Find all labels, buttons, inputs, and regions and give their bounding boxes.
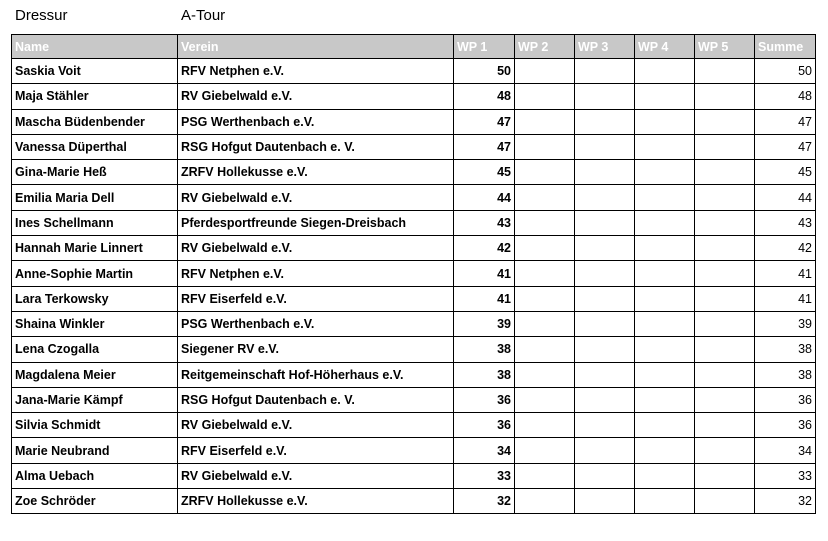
verein-cell: Reitgemeinschaft Hof-Höherhaus e.V. xyxy=(178,362,454,387)
wp2-cell xyxy=(515,210,575,235)
wp4-cell xyxy=(635,413,695,438)
wp5-cell xyxy=(695,236,755,261)
verein-cell: RV Giebelwald e.V. xyxy=(178,463,454,488)
name-cell: Lara Terkowsky xyxy=(12,286,178,311)
wp4-cell xyxy=(635,134,695,159)
wp1-cell: 50 xyxy=(454,59,515,84)
name-cell: Gina-Marie Heß xyxy=(12,160,178,185)
summe-cell: 42 xyxy=(755,236,816,261)
wp4-cell xyxy=(635,438,695,463)
table-row xyxy=(12,134,816,159)
summe-cell: 50 xyxy=(755,59,816,84)
wp5-cell xyxy=(695,84,755,109)
wp1-cell: 36 xyxy=(454,413,515,438)
name-cell: Emilia Maria Dell xyxy=(12,185,178,210)
wp5-cell xyxy=(695,311,755,336)
verein-cell: RV Giebelwald e.V. xyxy=(178,84,454,109)
table-row xyxy=(12,210,816,235)
wp3-cell xyxy=(575,463,635,488)
wp2-cell xyxy=(515,438,575,463)
wp3-cell xyxy=(575,59,635,84)
table-row xyxy=(12,337,816,362)
wp3-cell xyxy=(575,261,635,286)
wp3-cell xyxy=(575,84,635,109)
verein-cell: RV Giebelwald e.V. xyxy=(178,236,454,261)
wp3-cell xyxy=(575,286,635,311)
wp4-cell xyxy=(635,210,695,235)
wp4-cell xyxy=(635,463,695,488)
summe-cell: 32 xyxy=(755,489,816,514)
wp4-cell xyxy=(635,489,695,514)
summe-cell: 41 xyxy=(755,286,816,311)
wp2-cell xyxy=(515,236,575,261)
wp3-cell xyxy=(575,362,635,387)
column-header-wp4: WP 4 xyxy=(635,35,695,59)
wp4-cell xyxy=(635,109,695,134)
wp3-cell xyxy=(575,337,635,362)
column-header-wp3: WP 3 xyxy=(575,35,635,59)
table-row xyxy=(12,261,816,286)
wp5-cell xyxy=(695,337,755,362)
wp3-cell xyxy=(575,438,635,463)
wp5-cell xyxy=(695,286,755,311)
wp1-cell: 34 xyxy=(454,438,515,463)
wp3-cell xyxy=(575,387,635,412)
wp5-cell xyxy=(695,362,755,387)
wp2-cell xyxy=(515,134,575,159)
wp2-cell xyxy=(515,311,575,336)
wp5-cell xyxy=(695,160,755,185)
table-header-row xyxy=(12,35,816,59)
table-row xyxy=(12,185,816,210)
name-cell: Hannah Marie Linnert xyxy=(12,236,178,261)
verein-cell: RFV Netphen e.V. xyxy=(178,59,454,84)
wp4-cell xyxy=(635,286,695,311)
wp4-cell xyxy=(635,84,695,109)
table-row xyxy=(12,59,816,84)
table-row xyxy=(12,236,816,261)
summe-cell: 47 xyxy=(755,109,816,134)
verein-cell: PSG Werthenbach e.V. xyxy=(178,311,454,336)
verein-cell: ZRFV Hollekusse e.V. xyxy=(178,160,454,185)
verein-cell: RFV Eiserfeld e.V. xyxy=(178,286,454,311)
verein-cell: RSG Hofgut Dautenbach e. V. xyxy=(178,387,454,412)
table-row xyxy=(12,311,816,336)
wp5-cell xyxy=(695,489,755,514)
wp2-cell xyxy=(515,463,575,488)
name-cell: Maja Stähler xyxy=(12,84,178,109)
table-row xyxy=(12,84,816,109)
wp5-cell xyxy=(695,387,755,412)
wp3-cell xyxy=(575,413,635,438)
summe-cell: 36 xyxy=(755,413,816,438)
wp1-cell: 47 xyxy=(454,134,515,159)
wp2-cell xyxy=(515,387,575,412)
name-cell: Magdalena Meier xyxy=(12,362,178,387)
wp2-cell xyxy=(515,59,575,84)
name-cell: Zoe Schröder xyxy=(12,489,178,514)
wp4-cell xyxy=(635,387,695,412)
name-cell: Mascha Büdenbender xyxy=(12,109,178,134)
name-cell: Jana-Marie Kämpf xyxy=(12,387,178,412)
name-cell: Ines Schellmann xyxy=(12,210,178,235)
wp3-cell xyxy=(575,109,635,134)
verein-cell: RFV Netphen e.V. xyxy=(178,261,454,286)
wp4-cell xyxy=(635,185,695,210)
wp5-cell xyxy=(695,463,755,488)
summe-cell: 45 xyxy=(755,160,816,185)
name-cell: Marie Neubrand xyxy=(12,438,178,463)
column-header-name: Name xyxy=(12,35,178,59)
summe-cell: 34 xyxy=(755,438,816,463)
wp1-cell: 38 xyxy=(454,337,515,362)
table-row xyxy=(12,489,816,514)
table-body xyxy=(12,59,816,514)
table-row xyxy=(12,160,816,185)
column-header-wp1: WP 1 xyxy=(454,35,515,59)
wp4-cell xyxy=(635,236,695,261)
summe-cell: 33 xyxy=(755,463,816,488)
wp1-cell: 43 xyxy=(454,210,515,235)
wp5-cell xyxy=(695,261,755,286)
summe-cell: 48 xyxy=(755,84,816,109)
summe-cell: 47 xyxy=(755,134,816,159)
wp1-cell: 45 xyxy=(454,160,515,185)
verein-cell: Siegener RV e.V. xyxy=(178,337,454,362)
wp2-cell xyxy=(515,489,575,514)
wp3-cell xyxy=(575,160,635,185)
wp3-cell xyxy=(575,236,635,261)
wp1-cell: 42 xyxy=(454,236,515,261)
verein-cell: RSG Hofgut Dautenbach e. V. xyxy=(178,134,454,159)
table-row xyxy=(12,387,816,412)
wp1-cell: 41 xyxy=(454,261,515,286)
wp3-cell xyxy=(575,134,635,159)
wp5-cell xyxy=(695,185,755,210)
name-cell: Silvia Schmidt xyxy=(12,413,178,438)
wp5-cell xyxy=(695,59,755,84)
verein-cell: RV Giebelwald e.V. xyxy=(178,413,454,438)
wp4-cell xyxy=(635,362,695,387)
wp1-cell: 48 xyxy=(454,84,515,109)
verein-cell: Pferdesportfreunde Siegen-Dreisbach xyxy=(178,210,454,235)
wp5-cell xyxy=(695,109,755,134)
column-header-wp5: WP 5 xyxy=(695,35,755,59)
name-cell: Saskia Voit xyxy=(12,59,178,84)
discipline-title: Dressur xyxy=(15,7,68,24)
verein-cell: RV Giebelwald e.V. xyxy=(178,185,454,210)
wp4-cell xyxy=(635,160,695,185)
wp1-cell: 32 xyxy=(454,489,515,514)
wp1-cell: 44 xyxy=(454,185,515,210)
verein-cell: PSG Werthenbach e.V. xyxy=(178,109,454,134)
name-cell: Shaina Winkler xyxy=(12,311,178,336)
wp2-cell xyxy=(515,109,575,134)
column-header-wp2: WP 2 xyxy=(515,35,575,59)
verein-cell: RFV Eiserfeld e.V. xyxy=(178,438,454,463)
wp1-cell: 38 xyxy=(454,362,515,387)
wp2-cell xyxy=(515,337,575,362)
wp4-cell xyxy=(635,311,695,336)
name-cell: Lena Czogalla xyxy=(12,337,178,362)
summe-cell: 43 xyxy=(755,210,816,235)
wp2-cell xyxy=(515,160,575,185)
wp4-cell xyxy=(635,261,695,286)
summe-cell: 38 xyxy=(755,337,816,362)
results-table xyxy=(11,34,816,514)
table-row xyxy=(12,463,816,488)
wp2-cell xyxy=(515,84,575,109)
summe-cell: 36 xyxy=(755,387,816,412)
wp4-cell xyxy=(635,59,695,84)
summe-cell: 38 xyxy=(755,362,816,387)
table-row xyxy=(12,362,816,387)
column-header-verein: Verein xyxy=(178,35,454,59)
wp5-cell xyxy=(695,438,755,463)
table-row xyxy=(12,286,816,311)
wp3-cell xyxy=(575,210,635,235)
wp4-cell xyxy=(635,337,695,362)
name-cell: Vanessa Düperthal xyxy=(12,134,178,159)
wp3-cell xyxy=(575,489,635,514)
wp2-cell xyxy=(515,413,575,438)
name-cell: Alma Uebach xyxy=(12,463,178,488)
wp1-cell: 33 xyxy=(454,463,515,488)
name-cell: Anne-Sophie Martin xyxy=(12,261,178,286)
table-row xyxy=(12,109,816,134)
wp1-cell: 39 xyxy=(454,311,515,336)
table-row xyxy=(12,413,816,438)
column-header-summe: Summe xyxy=(755,35,816,59)
wp3-cell xyxy=(575,311,635,336)
summe-cell: 39 xyxy=(755,311,816,336)
verein-cell: ZRFV Hollekusse e.V. xyxy=(178,489,454,514)
wp2-cell xyxy=(515,261,575,286)
wp1-cell: 47 xyxy=(454,109,515,134)
wp1-cell: 36 xyxy=(454,387,515,412)
wp1-cell: 41 xyxy=(454,286,515,311)
wp2-cell xyxy=(515,185,575,210)
summe-cell: 41 xyxy=(755,261,816,286)
wp5-cell xyxy=(695,134,755,159)
wp3-cell xyxy=(575,185,635,210)
wp5-cell xyxy=(695,413,755,438)
wp5-cell xyxy=(695,210,755,235)
wp2-cell xyxy=(515,286,575,311)
wp2-cell xyxy=(515,362,575,387)
table-row xyxy=(12,438,816,463)
summe-cell: 44 xyxy=(755,185,816,210)
tour-title: A-Tour xyxy=(181,7,226,24)
